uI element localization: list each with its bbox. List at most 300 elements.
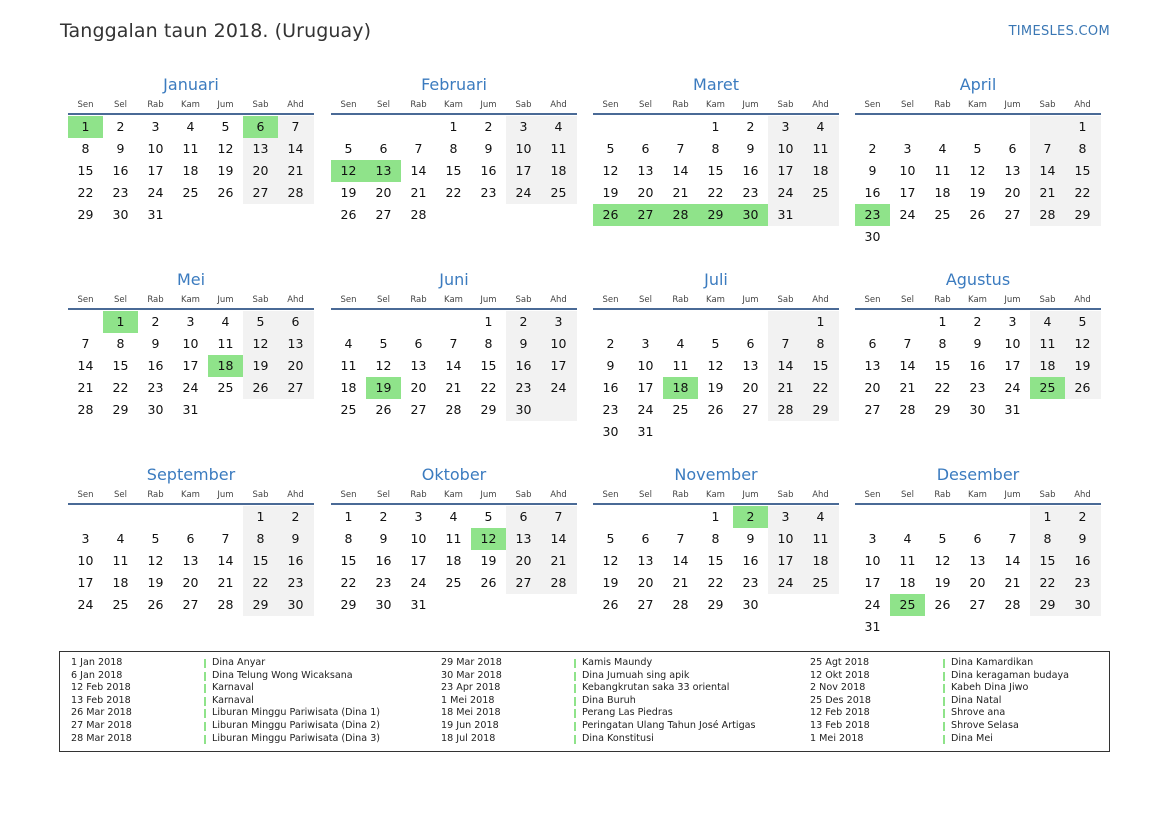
day-cell: 8 <box>484 336 493 351</box>
holiday-date: 29 Mar 2018 <box>441 657 502 668</box>
month-divider <box>593 113 839 115</box>
day-cell: 5 <box>344 141 353 156</box>
holiday-name: Shrove ana <box>951 707 1006 719</box>
weekday-header: Rab <box>147 490 164 500</box>
day-cell: 1 <box>816 314 825 329</box>
month-divider <box>331 503 577 505</box>
day-cell: 9 <box>484 141 493 156</box>
month-title: Januari <box>163 75 219 94</box>
day-cell: 9 <box>973 336 982 351</box>
weekday-header: Sen <box>864 490 881 500</box>
day-cell: 18 <box>112 575 129 590</box>
day-cell: 24 <box>777 575 794 590</box>
day-cell: 24 <box>864 597 881 612</box>
holiday-marker <box>204 722 206 731</box>
day-cell: 2 <box>379 509 388 524</box>
day-cell: 12 <box>252 336 269 351</box>
day-cell: 6 <box>379 141 388 156</box>
day-cell: 27 <box>637 597 654 612</box>
holiday-date: 2 Nov 2018 <box>810 682 866 694</box>
day-cell: 25 <box>550 185 567 200</box>
day-cell: 24 <box>182 380 199 395</box>
day-cell: 24 <box>1004 380 1021 395</box>
day-cell: 5 <box>711 336 720 351</box>
day-cell: 9 <box>151 336 160 351</box>
holiday-name: Peringatan Ulang Tahun José Artigas <box>582 719 756 731</box>
day-cell: 7 <box>903 336 912 351</box>
day-cell: 5 <box>484 509 493 524</box>
day-cell: 3 <box>1008 314 1017 329</box>
day-cell: 16 <box>480 163 497 178</box>
day-cell: 30 <box>287 597 304 612</box>
day-cell: 3 <box>151 119 160 134</box>
day-cell: 30 <box>602 424 619 439</box>
day-cell: 6 <box>973 531 982 546</box>
weekday-header: Ahd <box>1074 295 1091 305</box>
day-cell: 25 <box>340 402 357 417</box>
weekday-header: Sen <box>77 100 94 110</box>
month-divider <box>331 113 577 115</box>
day-cell: 21 <box>410 185 427 200</box>
day-cell: 22 <box>812 380 829 395</box>
day-cell: 18 <box>550 163 567 178</box>
weekday-header: Sen <box>77 295 94 305</box>
day-cell: 28 <box>777 402 794 417</box>
day-cell: 11 <box>812 141 829 156</box>
holiday-marker <box>943 735 945 744</box>
day-cell: 8 <box>711 141 720 156</box>
day-cell: 16 <box>864 185 881 200</box>
day-cell: 7 <box>781 336 790 351</box>
day-cell: 29 <box>252 597 269 612</box>
day-cell: 11 <box>182 141 199 156</box>
month-title: Agustus <box>945 270 1011 289</box>
day-cell: 19 <box>217 163 234 178</box>
day-cell: 17 <box>77 575 94 590</box>
day-cell: 25 <box>445 575 462 590</box>
holiday-entry <box>810 707 1150 720</box>
day-cell: 28 <box>899 402 916 417</box>
day-cell: 5 <box>938 531 947 546</box>
weekday-header: Rab <box>410 295 427 305</box>
day-cell: 27 <box>969 597 986 612</box>
holiday-marker <box>574 697 576 706</box>
day-cell: 7 <box>81 336 90 351</box>
day-cell: 12 <box>969 163 986 178</box>
weekday-header: Jum <box>217 490 234 500</box>
holiday-name: Dina Konstitusi <box>582 732 654 744</box>
day-cell: 8 <box>938 336 947 351</box>
weekday-header: Sen <box>864 100 881 110</box>
day-cell: 25 <box>217 380 234 395</box>
day-cell: 31 <box>864 619 881 634</box>
day-cell: 4 <box>676 336 685 351</box>
day-cell: 6 <box>746 336 755 351</box>
month-title: November <box>674 465 758 484</box>
holiday-day-cell: 6 <box>243 116 278 138</box>
day-cell: 31 <box>182 402 199 417</box>
holiday-date: 6 Jan 2018 <box>71 669 123 681</box>
page-title: Tanggalan taun 2018. (Uruguay) <box>60 20 372 42</box>
holiday-name: Kabeh Dina Jiwo <box>951 682 1029 694</box>
holiday-entry <box>71 670 411 683</box>
day-cell: 3 <box>554 314 563 329</box>
holiday-date: 12 Feb 2018 <box>71 682 131 694</box>
holiday-date: 1 Jan 2018 <box>71 657 123 668</box>
day-cell: 17 <box>864 575 881 590</box>
holiday-day-cell: 29 <box>698 204 733 226</box>
holiday-entry <box>810 670 1150 683</box>
day-cell: 15 <box>112 358 129 373</box>
weekday-header: Sel <box>114 295 127 305</box>
day-cell: 17 <box>777 553 794 568</box>
day-cell: 1 <box>484 314 493 329</box>
weekday-header: Jum <box>480 295 497 305</box>
day-cell: 29 <box>480 402 497 417</box>
holiday-entry <box>810 695 1150 708</box>
holiday-date: 25 Des 2018 <box>810 694 872 706</box>
day-cell: 11 <box>445 531 462 546</box>
day-cell: 17 <box>515 163 532 178</box>
day-cell: 17 <box>899 185 916 200</box>
day-cell: 11 <box>672 358 689 373</box>
day-cell: 25 <box>112 597 129 612</box>
day-cell: 3 <box>903 141 912 156</box>
holiday-marker <box>574 659 576 668</box>
day-cell: 31 <box>410 597 427 612</box>
month-divider <box>855 113 1101 115</box>
day-cell: 24 <box>637 402 654 417</box>
holiday-marker <box>943 659 945 668</box>
day-cell: 17 <box>147 163 164 178</box>
weekday-header: Sab <box>1039 490 1056 500</box>
weekday-header: Kam <box>706 295 725 305</box>
day-cell: 5 <box>256 314 265 329</box>
weekday-header: Kam <box>968 295 987 305</box>
weekday-header: Sab <box>515 490 532 500</box>
day-cell: 29 <box>1074 207 1091 222</box>
day-cell: 15 <box>1074 163 1091 178</box>
month-title: Oktober <box>421 465 487 484</box>
day-cell: 21 <box>1004 575 1021 590</box>
day-cell: 19 <box>480 553 497 568</box>
day-cell: 27 <box>375 207 392 222</box>
day-cell: 11 <box>812 531 829 546</box>
holiday-name: Perang Las Piedras <box>582 707 673 719</box>
day-cell: 28 <box>550 575 567 590</box>
weekday-header: Rab <box>934 295 951 305</box>
day-cell: 20 <box>252 163 269 178</box>
day-cell: 21 <box>550 553 567 568</box>
day-cell: 12 <box>375 358 392 373</box>
weekday-header: Jum <box>742 490 759 500</box>
day-cell: 4 <box>938 141 947 156</box>
day-cell: 16 <box>1074 553 1091 568</box>
day-cell: 20 <box>515 553 532 568</box>
day-cell: 9 <box>291 531 300 546</box>
day-cell: 10 <box>864 553 881 568</box>
day-cell: 29 <box>77 207 94 222</box>
month-divider <box>68 503 314 505</box>
day-cell: 10 <box>637 358 654 373</box>
day-cell: 9 <box>746 141 755 156</box>
holiday-column <box>71 657 411 745</box>
day-cell: 2 <box>484 119 493 134</box>
month-title: Februari <box>421 75 487 94</box>
holiday-marker <box>204 659 206 668</box>
day-cell: 31 <box>777 207 794 222</box>
day-cell: 13 <box>742 358 759 373</box>
day-cell: 9 <box>868 163 877 178</box>
holiday-name: Liburan Minggu Pariwisata (Dina 2) <box>212 719 381 731</box>
day-cell: 23 <box>515 380 532 395</box>
day-cell: 8 <box>344 531 353 546</box>
day-cell: 5 <box>379 336 388 351</box>
weekday-header: Sab <box>252 295 269 305</box>
day-cell: 22 <box>1039 575 1056 590</box>
holiday-entry <box>71 695 411 708</box>
day-cell: 15 <box>934 358 951 373</box>
holiday-entry <box>810 720 1150 733</box>
day-cell: 19 <box>340 185 357 200</box>
holiday-date: 28 Mar 2018 <box>71 732 132 744</box>
day-cell: 29 <box>1039 597 1056 612</box>
day-cell: 13 <box>864 358 881 373</box>
day-cell: 16 <box>287 553 304 568</box>
weekday-header: Rab <box>934 100 951 110</box>
day-cell: 24 <box>410 575 427 590</box>
day-cell: 4 <box>816 119 825 134</box>
day-cell: 19 <box>602 575 619 590</box>
day-cell: 6 <box>414 336 423 351</box>
day-cell: 14 <box>899 358 916 373</box>
weekday-header: Jum <box>217 100 234 110</box>
holiday-column <box>441 657 781 745</box>
day-cell: 13 <box>410 358 427 373</box>
day-cell: 26 <box>147 597 164 612</box>
day-cell: 8 <box>711 531 720 546</box>
day-cell: 30 <box>515 402 532 417</box>
weekday-header: Sel <box>377 100 390 110</box>
day-cell: 25 <box>934 207 951 222</box>
weekday-header: Sen <box>602 100 619 110</box>
day-cell: 19 <box>934 575 951 590</box>
day-cell: 18 <box>812 553 829 568</box>
weekday-header: Sel <box>639 100 652 110</box>
holiday-day-cell: 26 <box>593 204 628 226</box>
weekday-header: Sen <box>602 295 619 305</box>
day-cell: 19 <box>707 380 724 395</box>
day-cell: 18 <box>182 163 199 178</box>
day-cell: 21 <box>672 185 689 200</box>
day-cell: 28 <box>672 597 689 612</box>
day-cell: 17 <box>182 358 199 373</box>
day-cell: 25 <box>182 185 199 200</box>
day-cell: 15 <box>77 163 94 178</box>
brand-link[interactable]: TIMESLES.COM <box>1008 24 1110 39</box>
day-cell: 23 <box>969 380 986 395</box>
weekday-header: Rab <box>672 100 689 110</box>
day-cell: 27 <box>287 380 304 395</box>
day-cell: 5 <box>221 119 230 134</box>
weekday-header: Ahd <box>812 295 829 305</box>
day-cell: 1 <box>344 509 353 524</box>
month-title: Juli <box>704 270 728 289</box>
day-cell: 20 <box>637 185 654 200</box>
day-cell: 8 <box>1043 531 1052 546</box>
day-cell: 3 <box>81 531 90 546</box>
day-cell: 23 <box>602 402 619 417</box>
day-cell: 1 <box>938 314 947 329</box>
weekday-header: Sab <box>252 100 269 110</box>
month-divider <box>68 113 314 115</box>
holiday-marker <box>204 672 206 681</box>
day-cell: 11 <box>899 553 916 568</box>
month-title: September <box>146 465 236 484</box>
day-cell: 24 <box>147 185 164 200</box>
day-cell: 16 <box>147 358 164 373</box>
day-cell: 25 <box>672 402 689 417</box>
day-cell: 9 <box>116 141 125 156</box>
day-cell: 9 <box>519 336 528 351</box>
day-cell: 14 <box>672 553 689 568</box>
weekday-header: Sel <box>114 490 127 500</box>
day-cell: 16 <box>515 358 532 373</box>
holiday-day-cell: 1 <box>103 311 138 333</box>
weekday-header: Kam <box>181 490 200 500</box>
day-cell: 11 <box>217 336 234 351</box>
day-cell: 17 <box>1004 358 1021 373</box>
month-title: Maret <box>693 75 739 94</box>
holiday-date: 30 Mar 2018 <box>441 669 502 681</box>
day-cell: 31 <box>147 207 164 222</box>
day-cell: 25 <box>812 575 829 590</box>
day-cell: 28 <box>410 207 427 222</box>
holiday-name: Dina Telung Wong Wicaksana <box>212 669 353 681</box>
day-cell: 12 <box>217 141 234 156</box>
day-cell: 29 <box>934 402 951 417</box>
day-cell: 2 <box>606 336 615 351</box>
day-cell: 2 <box>746 119 755 134</box>
holiday-name: Dina Mei <box>951 732 993 744</box>
weekday-header: Sel <box>901 295 914 305</box>
day-cell: 21 <box>899 380 916 395</box>
weekday-header: Sel <box>114 100 127 110</box>
holiday-name: Dina Buruh <box>582 694 636 706</box>
holiday-marker <box>574 709 576 718</box>
holiday-marker <box>943 709 945 718</box>
holiday-day-cell: 18 <box>208 355 243 377</box>
holiday-day-cell: 2 <box>733 506 768 528</box>
day-cell: 26 <box>1074 380 1091 395</box>
day-cell: 17 <box>550 358 567 373</box>
day-cell: 14 <box>672 163 689 178</box>
holiday-name: Dina keragaman budaya <box>951 669 1070 681</box>
day-cell: 22 <box>707 575 724 590</box>
day-cell: 21 <box>672 575 689 590</box>
day-cell: 15 <box>1039 553 1056 568</box>
day-cell: 28 <box>1004 597 1021 612</box>
day-cell: 9 <box>379 531 388 546</box>
holiday-date: 12 Feb 2018 <box>810 707 870 719</box>
day-cell: 4 <box>186 119 195 134</box>
day-cell: 10 <box>550 336 567 351</box>
holiday-name: Shrove Selasa <box>951 719 1019 731</box>
day-cell: 15 <box>340 553 357 568</box>
day-cell: 22 <box>112 380 129 395</box>
holiday-marker <box>943 697 945 706</box>
day-cell: 13 <box>252 141 269 156</box>
day-cell: 8 <box>116 336 125 351</box>
weekday-header: Kam <box>181 295 200 305</box>
day-cell: 27 <box>410 402 427 417</box>
holiday-marker <box>943 722 945 731</box>
day-cell: 18 <box>899 575 916 590</box>
weekday-header: Sel <box>901 490 914 500</box>
weekday-header: Rab <box>147 100 164 110</box>
day-cell: 22 <box>934 380 951 395</box>
holiday-day-cell: 23 <box>855 204 890 226</box>
day-cell: 16 <box>742 163 759 178</box>
day-cell: 17 <box>637 380 654 395</box>
holiday-date: 27 Mar 2018 <box>71 719 132 731</box>
day-cell: 12 <box>1074 336 1091 351</box>
day-cell: 20 <box>375 185 392 200</box>
day-cell: 10 <box>182 336 199 351</box>
day-cell: 22 <box>707 185 724 200</box>
day-cell: 30 <box>742 597 759 612</box>
weekday-header: Sen <box>864 295 881 305</box>
day-cell: 13 <box>182 553 199 568</box>
holiday-marker <box>574 684 576 693</box>
weekday-header: Kam <box>968 100 987 110</box>
day-cell: 26 <box>602 597 619 612</box>
day-cell: 6 <box>641 141 650 156</box>
day-cell: 18 <box>812 163 829 178</box>
day-cell: 14 <box>1039 163 1056 178</box>
day-cell: 22 <box>445 185 462 200</box>
day-cell: 9 <box>746 531 755 546</box>
weekday-header: Ahd <box>1074 100 1091 110</box>
day-cell: 19 <box>147 575 164 590</box>
day-cell: 18 <box>1039 358 1056 373</box>
day-cell: 30 <box>969 402 986 417</box>
holiday-marker <box>943 672 945 681</box>
day-cell: 1 <box>1043 509 1052 524</box>
holiday-date: 13 Feb 2018 <box>810 719 870 731</box>
holiday-date: 19 Jun 2018 <box>441 719 499 731</box>
weekday-header: Rab <box>934 490 951 500</box>
holiday-date: 18 Mei 2018 <box>441 707 501 719</box>
day-cell: 6 <box>186 531 195 546</box>
month-divider <box>331 308 577 310</box>
day-cell: 20 <box>287 358 304 373</box>
weekday-header: Jum <box>742 295 759 305</box>
holiday-entry <box>71 682 411 695</box>
day-cell: 11 <box>340 358 357 373</box>
holiday-day-cell: 25 <box>890 594 925 616</box>
weekday-header: Sab <box>1039 100 1056 110</box>
day-cell: 18 <box>340 380 357 395</box>
day-cell: 22 <box>252 575 269 590</box>
day-cell: 24 <box>515 185 532 200</box>
day-cell: 3 <box>868 531 877 546</box>
day-cell: 7 <box>676 141 685 156</box>
day-cell: 10 <box>410 531 427 546</box>
day-cell: 13 <box>287 336 304 351</box>
weekday-header: Sel <box>639 490 652 500</box>
holiday-day-cell: 25 <box>1030 377 1065 399</box>
